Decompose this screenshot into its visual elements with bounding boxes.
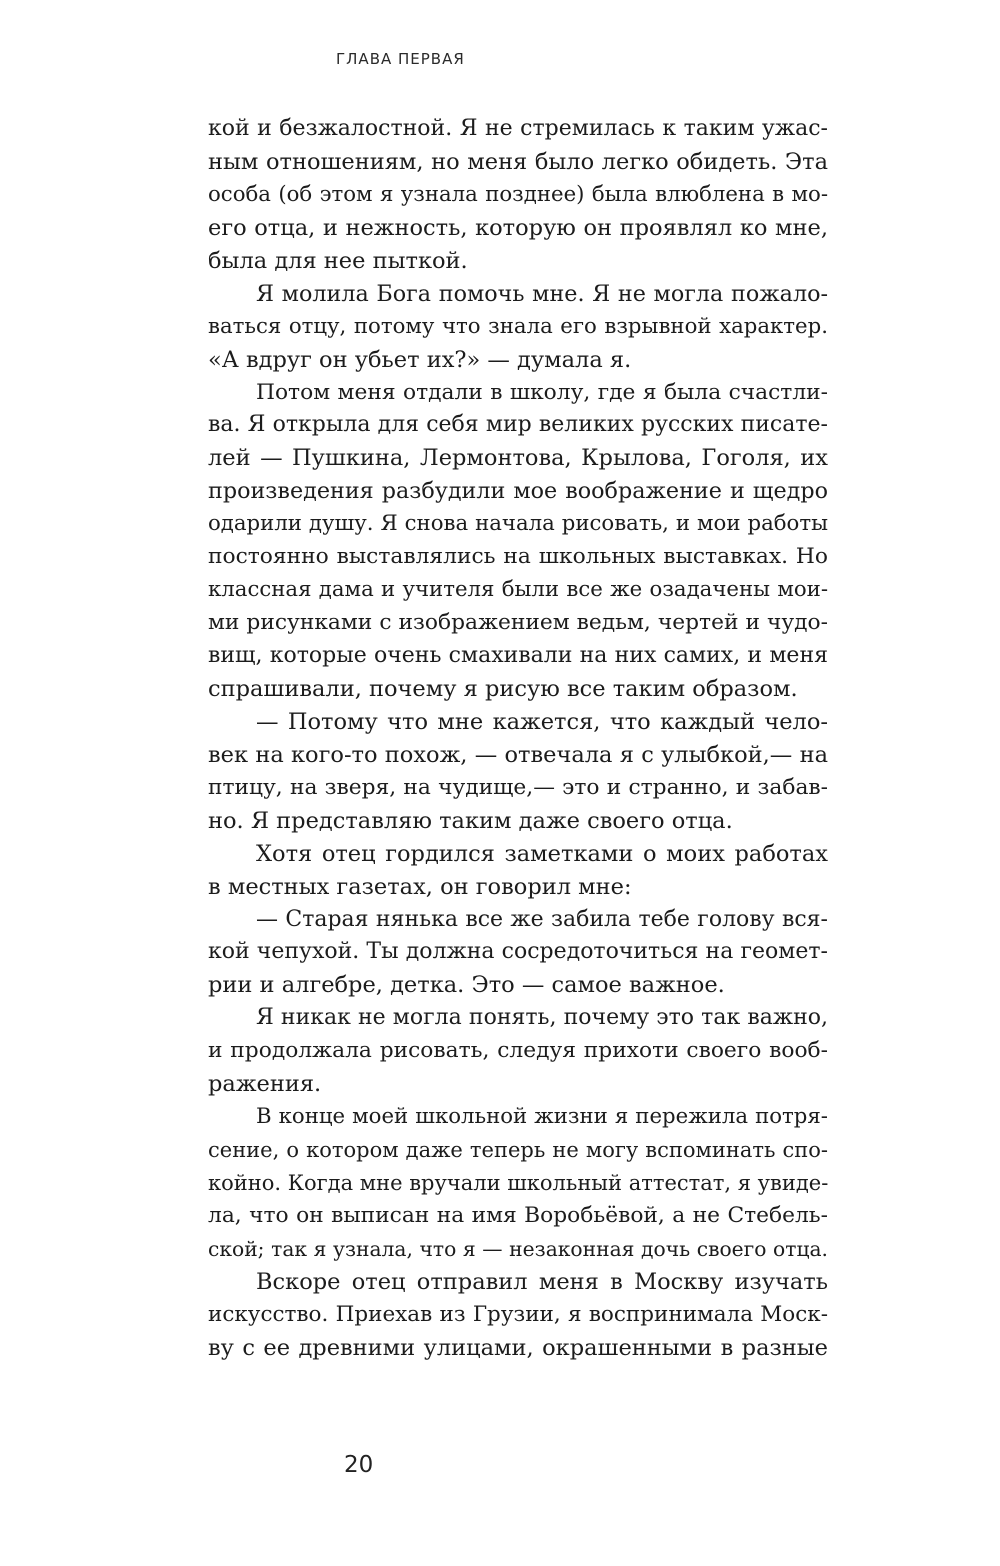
text-line: ным отношениям, но меня было легко обидеть. Эта [208, 148, 828, 175]
text-line: но. Я представляю таким даже своего отца. [208, 807, 733, 834]
text-line: вищ, которые очень смахивали на них самих, и меня [208, 643, 828, 668]
text-line: койно. Когда мне вручали школьный аттестат, я увиде- [208, 1171, 828, 1195]
text-line: была для нее пыткой. [208, 247, 468, 274]
text-line: ва. Я открыла для себя мир великих русских писате- [208, 412, 828, 438]
running-header: ГЛАВА ПЕРВАЯ [336, 50, 465, 68]
text-line: рии и алгебре, детка. Это — самое важное. [208, 972, 725, 999]
text-line: Хотя отец гордился заметками о моих работах [256, 840, 828, 867]
text-line: В конце моей школьной жизни я пережила потря- [256, 1104, 828, 1130]
text-line: ской; так я узнала, что я — незаконная дочь своего отца. [208, 1236, 828, 1261]
text-line: одарили душу. Я снова начала рисовать, и мои работы [208, 511, 828, 537]
text-line: ми рисунками с изображением ведьм, чертей и чудо- [208, 610, 828, 636]
text-line: птицу, на зверя, на чудище,— это и странно, и забав- [208, 774, 828, 800]
text-line: постоянно выставлялись на школьных выставках. Но [208, 544, 828, 570]
text-line: спрашивали, почему я рисую все таким образом. [208, 675, 798, 702]
text-line: кой и безжалостной. Я не стремилась к таким ужас- [208, 116, 828, 141]
text-line: век на кого-то похож, — отвечала я с улыбкой,— на [208, 741, 828, 768]
text-line: сение, о котором даже теперь не могу вспоминать спо- [208, 1138, 828, 1163]
text-line: Вскоре отец отправил меня в Москву изучать [256, 1268, 828, 1295]
text-line: его отца, и нежность, которую он проявлял ко мне, [208, 214, 828, 241]
text-line: ла, что он выписан на имя Воробьёвой, а не Стебель- [208, 1202, 828, 1228]
text-line: ражения. [208, 1071, 322, 1098]
text-line: ву с ее древними улицами, окрашенными в разные [208, 1334, 828, 1361]
text-line: — Старая нянька все же забила тебе голову вся- [256, 906, 828, 932]
body-text [208, 113, 828, 1365]
text-line: Я никак не могла понять, почему это так важно, [256, 1005, 828, 1031]
text-line: кой чепухой. Ты должна сосредоточиться на геомет- [208, 939, 828, 965]
text-line: искусство. Приехав из Грузии, я воспринимала Моск- [208, 1301, 828, 1327]
text-line: Я молила Бога помочь мне. Я не могла пожало- [256, 280, 828, 307]
text-line: — Потому что мне кажется, что каждый чело- [256, 708, 828, 735]
text-line: особа (об этом я узнала позднее) была влюблена в мо- [208, 181, 828, 207]
text-line: в местных газетах, он говорил мне: [208, 873, 632, 900]
text-line: Потом меня отдали в школу, где я была счастли- [256, 379, 828, 405]
text-line: ваться отцу, потому что знала его взрывной характер. [208, 313, 828, 339]
text-line: лей — Пушкина, Лермонтова, Крылова, Гоголя, их [208, 445, 828, 472]
text-line: классная дама и учителя были все же озадачены мои- [208, 577, 828, 603]
text-line: и продолжала рисовать, следуя прихоти своего вооб- [208, 1038, 828, 1064]
text-line: «А вдруг он убьет их?» — думала я. [208, 346, 632, 373]
text-line: произведения разбудили мое воображение и щедро [208, 478, 828, 505]
page-number: 20 [344, 1452, 374, 1478]
